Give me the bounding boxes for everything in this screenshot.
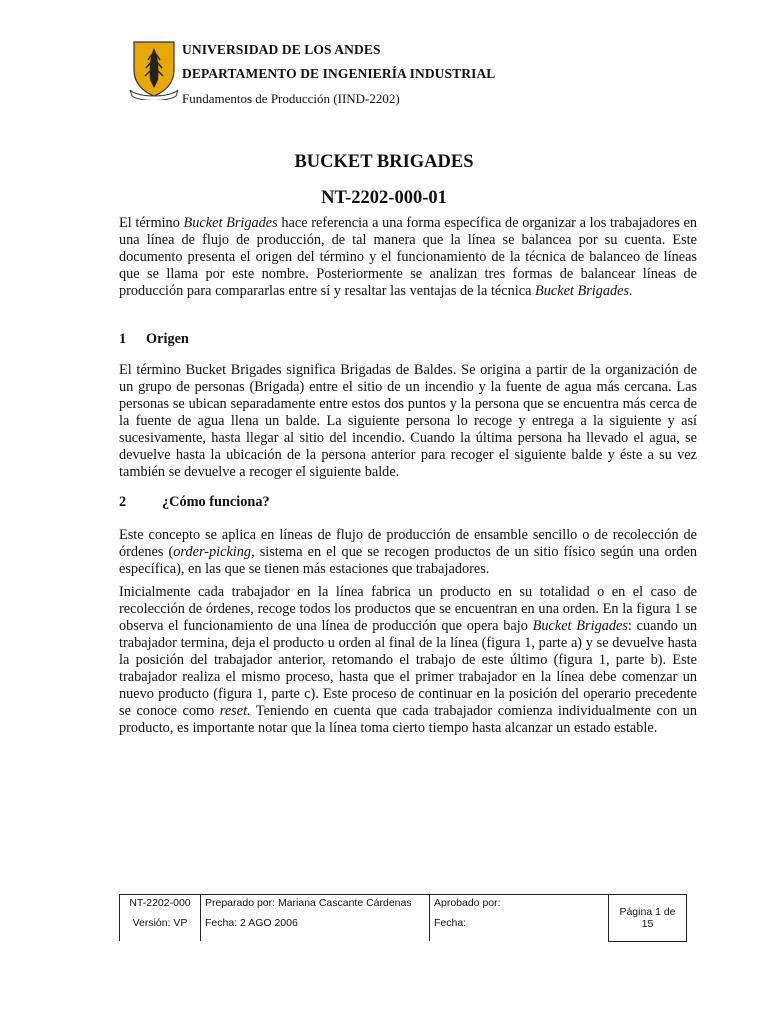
course-name: Fundamentos de Producción (IIND-2202) [182,91,400,106]
page-number-cell: Página 1 de 15 [609,895,687,942]
doc-code-cell: NT-2202-000 [120,895,201,912]
section-title: Origen [146,331,189,347]
section-heading-origen [119,331,189,348]
intro-paragraph: El término Bucket Brigades hace referencia a una forma específica de organizar a los trabajadores en una línea de flujo de producción, de tal manera que la línea se balancea por su cuenta. Este documento presenta el origen del término y el funcionamiento de la técnica de balanceo de líneas que se llama por este nombre. Posteriormente se analizan tres formas de balancear líneas de producción para compararlas entre sí y resaltar las ventajas de la técnica Bucket Brigades. [119,215,698,299]
university-name: UNIVERSIDAD DE LOS ANDES [182,42,381,57]
como-funciona-paragraph-2: Inicialmente cada trabajador en la línea fabrica un producto en su totalidad o en el caso de recolección de órdenes, recoge todos los productos que se encuentran en una orden. En la figura 1 se observa el funcionamiento de una línea de producción que opera bajo Bucket Brigades: cuando un trabajador termina, deja el producto u orden al final de la línea (figura 1, parte a) y se devuelve hasta la posición del trabajador anterior, retomando el trabajo de este último (figura 1, parte b). Este trabajador realiza el mismo proceso, hasta que el primer trabajador en la línea debe comenzar un nuevo producto (figura 1, parte c). Este proceso de continuar en la posición del operario precedente se conoce como reset. Teniendo en cuenta que cada trabajador comienza individualmente con un producto, es importante notar que la línea toma cierto tiempo hasta alcanzar un estado estable. [119,584,698,736]
como-funciona-paragraph-1: Este concepto se aplica en líneas de flujo de producción de ensamble sencillo o de recolección de órdenes (order-picking, sistema en el que se recogen productos de un sitio físico según una orden específica), en las que se tienen más estaciones que trabajadores. [119,527,697,577]
department-name: DEPARTAMENTO DE INGENIERÍA INDUSTRIAL [182,66,496,81]
prepared-by-cell: Preparado por: Mariana Cascante Cárdenas [201,895,430,912]
origen-paragraph: El término Bucket Brigades significa Brigadas de Baldes. Se origina a partir de la organización de un grupo de personas (Brigada) entre el sitio de un incendio y la fuente de agua más cercana. Las personas se ubican separadamente entre estos dos puntos y la persona que se encuentra más cerca de la fuente de agua llena un balde. La siguiente persona lo recoge y entrega a la siguiente y así sucesivamente, hasta llegar al sitio del incendio. Cuando la última persona ha llevado el agua, se devuelve hasta la ubicación de la persona anterior para recoger el siguiente balde y éste a su vez también se devuelve a recoger el siguiente balde. [119,362,697,480]
section-title: ¿Cómo funciona? [162,494,270,510]
university-shield-logo [128,40,180,100]
document-title: BUCKET BRIGADES [294,152,474,172]
version-cell: Versión: VP [120,911,201,941]
document-code: NT-2202-000-01 [321,188,447,208]
approved-date-cell: Fecha: [430,911,609,941]
footer-info-table [119,894,687,942]
section-number: 2 [119,494,127,510]
document-header [128,38,688,108]
section-heading-como-funciona [119,494,270,511]
approved-by-cell: Aprobado por: [430,895,609,912]
date-cell: Fecha: 2 AGO 2006 [201,911,430,941]
section-number: 1 [119,331,127,347]
